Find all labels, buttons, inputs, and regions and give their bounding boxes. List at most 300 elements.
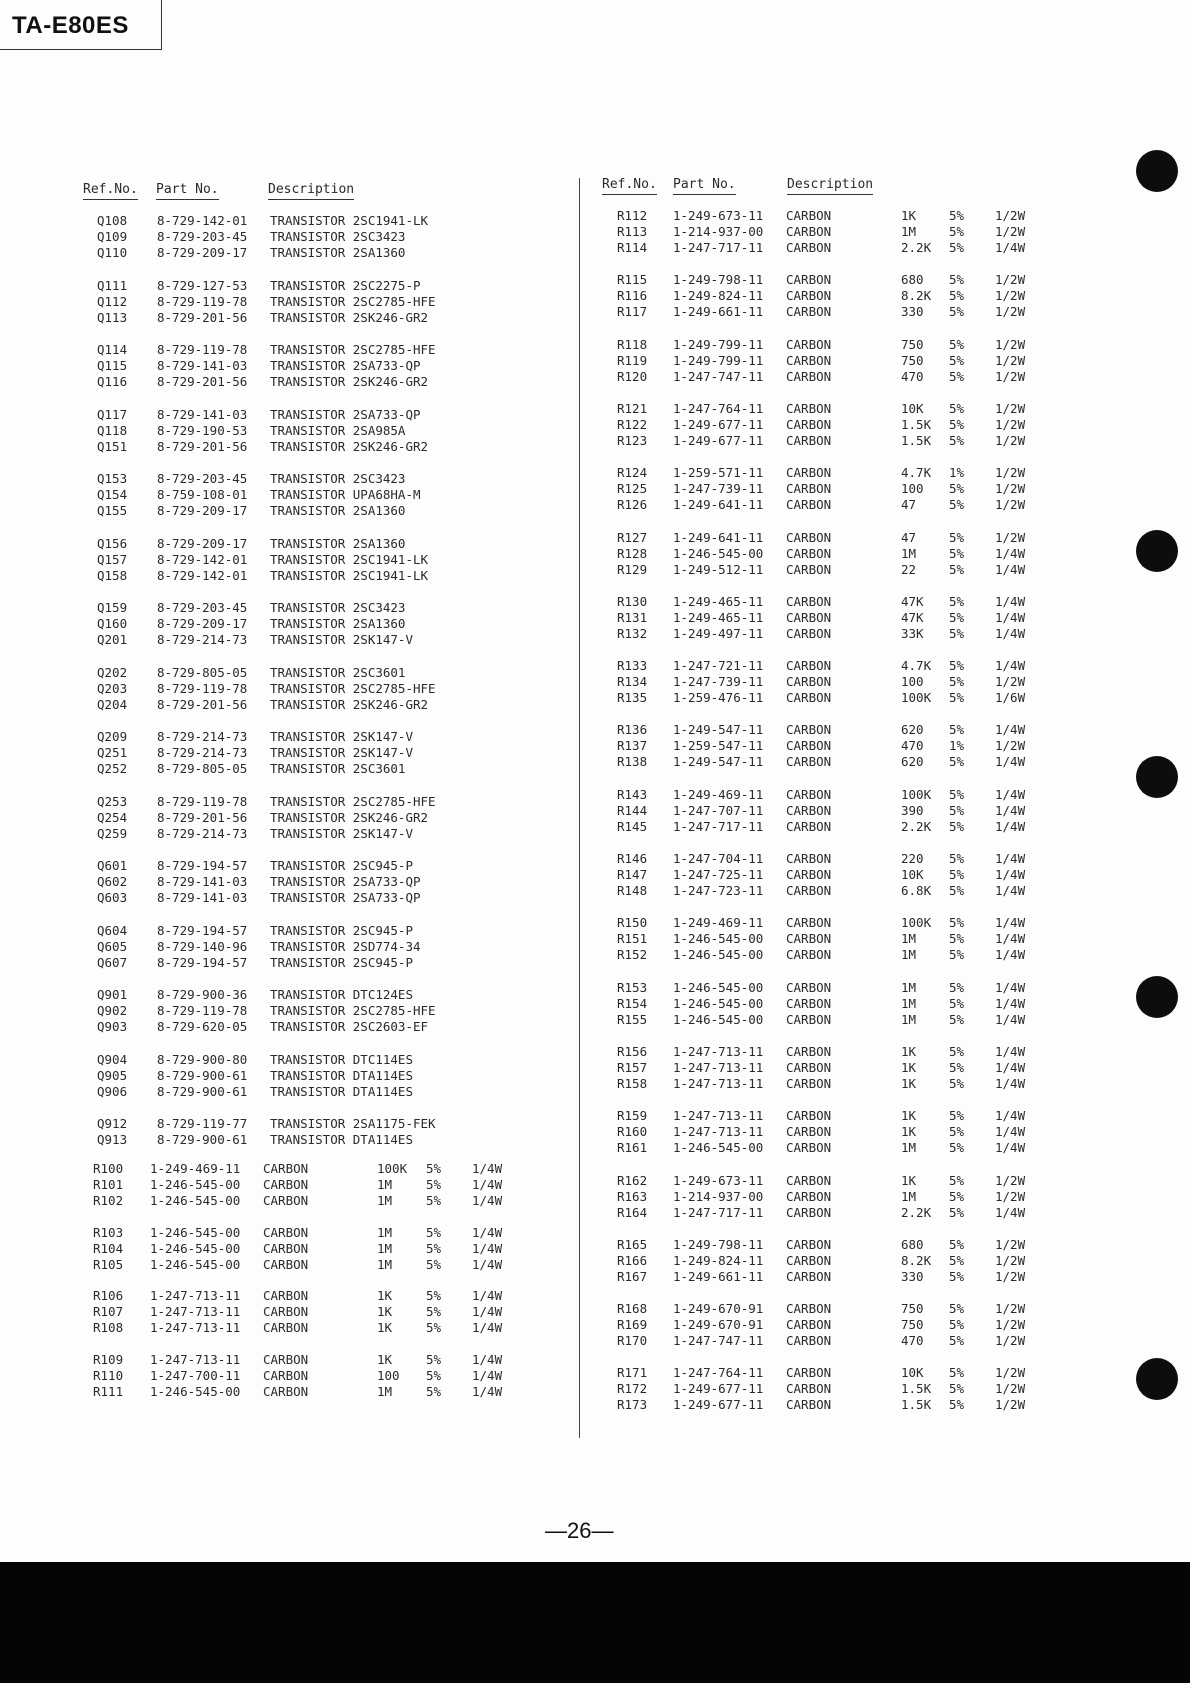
cell-part-no: 8-729-142-01	[157, 213, 248, 228]
cell-ref-no: Q115	[97, 358, 128, 373]
cell-ref-no: R156	[617, 1044, 648, 1059]
header-ref-no: Ref.No.	[602, 177, 657, 195]
cell-part-no: 1-249-512-11	[673, 562, 764, 577]
cell-part-no: 1-247-721-11	[673, 658, 764, 673]
cell-part-no: 8-729-201-56	[157, 439, 248, 454]
cell-description: CARBON	[263, 1241, 309, 1256]
cell-ref-no: R115	[617, 272, 648, 287]
cell-description: CARBON	[263, 1304, 309, 1319]
cell-tolerance: 5%	[949, 1269, 965, 1284]
cell-description: CARBON	[786, 1108, 832, 1123]
cell-description: CARBON	[786, 690, 832, 705]
cell-description: CARBON	[786, 1076, 832, 1091]
cell-value: 47	[901, 530, 917, 545]
cell-ref-no: Q603	[97, 890, 128, 905]
cell-description: CARBON	[786, 947, 832, 962]
cell-description: TRANSISTOR 2SC3423	[270, 229, 406, 244]
cell-description: CARBON	[786, 1317, 832, 1332]
cell-ref-no: R161	[617, 1140, 648, 1155]
cell-description: TRANSISTOR 2SA1175-FEK	[270, 1116, 436, 1131]
cell-ref-no: Q906	[97, 1084, 128, 1099]
cell-value: 390	[901, 803, 924, 818]
cell-tolerance: 5%	[949, 626, 965, 641]
cell-part-no: 8-729-119-78	[157, 294, 248, 309]
cell-ref-no: Q202	[97, 665, 128, 680]
table-row	[0, 658, 1130, 674]
cell-value: 10K	[901, 1365, 924, 1380]
cell-part-no: 1-249-641-11	[673, 530, 764, 545]
cell-part-no: 8-729-201-56	[157, 374, 248, 389]
table-row	[0, 353, 1130, 369]
cell-ref-no: R126	[617, 497, 648, 512]
cell-ref-no: R116	[617, 288, 648, 303]
cell-tolerance: 5%	[949, 530, 965, 545]
cell-tolerance: 5%	[949, 1317, 965, 1332]
cell-description: CARBON	[786, 980, 832, 995]
cell-part-no: 1-249-677-11	[673, 433, 764, 448]
cell-part-no: 1-249-661-11	[673, 1269, 764, 1284]
cell-part-no: 1-247-764-11	[673, 1365, 764, 1380]
cell-part-no: 1-246-545-00	[673, 947, 764, 962]
cell-part-no: 1-247-713-11	[150, 1288, 241, 1303]
cell-wattage: 1/4W	[995, 883, 1026, 898]
cell-description: TRANSISTOR 2SC3601	[270, 665, 406, 680]
table-row	[0, 1365, 1130, 1381]
cell-part-no: 1-247-700-11	[150, 1368, 241, 1383]
cell-wattage: 1/4W	[995, 1044, 1026, 1059]
cell-part-no: 1-249-670-91	[673, 1317, 764, 1332]
cell-value: 2.2K	[901, 1205, 932, 1220]
cell-description: TRANSISTOR 2SC2603-EF	[270, 1019, 429, 1034]
cell-ref-no: R133	[617, 658, 648, 673]
cell-description: CARBON	[263, 1177, 309, 1192]
cell-description: TRANSISTOR 2SC3423	[270, 471, 406, 486]
cell-wattage: 1/4W	[472, 1241, 503, 1256]
cell-wattage: 1/2W	[995, 433, 1026, 448]
cell-value: 620	[901, 754, 924, 769]
cell-description: CARBON	[786, 1140, 832, 1155]
cell-part-no: 8-729-900-36	[157, 987, 248, 1002]
cell-part-no: 1-247-739-11	[673, 481, 764, 496]
cell-ref-no: R153	[617, 980, 648, 995]
cell-description: CARBON	[786, 337, 832, 352]
table-row	[0, 1060, 1130, 1076]
cell-value: 4.7K	[901, 658, 932, 673]
cell-value: 1.5K	[901, 433, 932, 448]
cell-part-no: 1-249-547-11	[673, 722, 764, 737]
cell-tolerance: 1%	[949, 465, 965, 480]
cell-value: 100	[901, 674, 924, 689]
cell-ref-no: Q602	[97, 874, 128, 889]
cell-wattage: 1/4W	[472, 1384, 503, 1399]
cell-value: 1M	[901, 1140, 917, 1155]
cell-description: TRANSISTOR 2SC1941-LK	[270, 552, 429, 567]
table-row	[0, 1333, 1130, 1349]
cell-part-no: 1-246-545-00	[150, 1193, 241, 1208]
cell-ref-no: Q604	[97, 923, 128, 938]
table-row	[0, 1044, 1130, 1060]
cell-description: TRANSISTOR 2SC2785-HFE	[270, 342, 436, 357]
cell-description: CARBON	[786, 867, 832, 882]
table-row	[0, 754, 1130, 770]
cell-ref-no: Q118	[97, 423, 128, 438]
cell-description: CARBON	[786, 787, 832, 802]
cell-part-no: 8-729-141-03	[157, 358, 248, 373]
cell-part-no: 1-214-937-00	[673, 224, 764, 239]
cell-ref-no: R112	[617, 208, 648, 223]
cell-part-no: 1-247-725-11	[673, 867, 764, 882]
cell-tolerance: 5%	[949, 787, 965, 802]
table-row	[0, 947, 1130, 963]
cell-wattage: 1/4W	[995, 722, 1026, 737]
cell-value: 1M	[901, 1189, 917, 1204]
cell-ref-no: R106	[93, 1288, 124, 1303]
cell-part-no: 1-249-824-11	[673, 288, 764, 303]
cell-value: 1K	[377, 1320, 393, 1335]
cell-ref-no: R113	[617, 224, 648, 239]
cell-ref-no: Q116	[97, 374, 128, 389]
cell-description: CARBON	[786, 272, 832, 287]
cell-value: 1K	[901, 1108, 917, 1123]
cell-description: TRANSISTOR DTA114ES	[270, 1084, 413, 1099]
cell-wattage: 1/2W	[995, 1333, 1026, 1348]
cell-ref-no: R136	[617, 722, 648, 737]
cell-ref-no: R155	[617, 1012, 648, 1027]
cell-tolerance: 5%	[949, 337, 965, 352]
cell-description: CARBON	[786, 240, 832, 255]
cell-value: 47	[901, 497, 917, 512]
cell-part-no: 1-247-707-11	[673, 803, 764, 818]
cell-ref-no: R160	[617, 1124, 648, 1139]
cell-value: 1K	[377, 1288, 393, 1303]
cell-description: TRANSISTOR 2SK147-V	[270, 729, 413, 744]
cell-wattage: 1/2W	[995, 530, 1026, 545]
cell-description: TRANSISTOR 2SK246-GR2	[270, 697, 429, 712]
cell-part-no: 1-249-469-11	[150, 1161, 241, 1176]
cell-value: 2.2K	[901, 240, 932, 255]
cell-wattage: 1/2W	[995, 465, 1026, 480]
cell-value: 33K	[901, 626, 924, 641]
cell-ref-no: Q254	[97, 810, 128, 825]
cell-part-no: 1-249-469-11	[673, 915, 764, 930]
cell-part-no: 1-249-469-11	[673, 787, 764, 802]
cell-ref-no: R154	[617, 996, 648, 1011]
cell-part-no: 8-729-203-45	[157, 471, 248, 486]
cell-ref-no: Q112	[97, 294, 128, 309]
cell-part-no: 1-246-545-00	[150, 1177, 241, 1192]
cell-tolerance: 5%	[949, 401, 965, 416]
cell-tolerance: 5%	[949, 1189, 965, 1204]
cell-wattage: 1/4W	[995, 1060, 1026, 1075]
cell-description: CARBON	[786, 674, 832, 689]
cell-description: CARBON	[786, 658, 832, 673]
cell-wattage: 1/2W	[995, 1253, 1026, 1268]
cell-part-no: 8-729-127-53	[157, 278, 248, 293]
binder-hole-5	[1136, 1358, 1178, 1400]
cell-description: TRANSISTOR 2SC945-P	[270, 955, 413, 970]
cell-value: 1K	[901, 1124, 917, 1139]
cell-ref-no: R120	[617, 369, 648, 384]
cell-ref-no: Q253	[97, 794, 128, 809]
cell-part-no: 8-729-201-56	[157, 810, 248, 825]
cell-part-no: 8-729-203-45	[157, 600, 248, 615]
table-row	[0, 417, 1130, 433]
cell-wattage: 1/4W	[995, 562, 1026, 577]
cell-tolerance: 5%	[426, 1352, 442, 1367]
cell-tolerance: 5%	[426, 1320, 442, 1335]
cell-tolerance: 5%	[949, 1173, 965, 1188]
cell-ref-no: Q159	[97, 600, 128, 615]
cell-part-no: 1-259-547-11	[673, 738, 764, 753]
cell-ref-no: Q154	[97, 487, 128, 502]
cell-part-no: 8-729-214-73	[157, 745, 248, 760]
cell-tolerance: 5%	[949, 690, 965, 705]
table-row	[0, 1108, 1130, 1124]
cell-description: CARBON	[786, 304, 832, 319]
cell-value: 1K	[901, 1173, 917, 1188]
cell-description: CARBON	[263, 1257, 309, 1272]
cell-tolerance: 5%	[949, 1365, 965, 1380]
cell-ref-no: R105	[93, 1257, 124, 1272]
cell-description: CARBON	[786, 1237, 832, 1252]
cell-description: TRANSISTOR 2SC2785-HFE	[270, 294, 436, 309]
cell-wattage: 1/4W	[995, 867, 1026, 882]
cell-description: TRANSISTOR 2SC2785-HFE	[270, 1003, 436, 1018]
cell-wattage: 1/4W	[472, 1368, 503, 1383]
cell-description: CARBON	[786, 594, 832, 609]
cell-value: 330	[901, 1269, 924, 1284]
table-row	[0, 272, 1130, 288]
cell-part-no: 8-729-119-78	[157, 342, 248, 357]
cell-part-no: 1-249-824-11	[673, 1253, 764, 1268]
cell-description: TRANSISTOR 2SA733-QP	[270, 358, 421, 373]
cell-description: CARBON	[786, 546, 832, 561]
cell-description: CARBON	[786, 1012, 832, 1027]
table-row	[0, 931, 1130, 947]
table-row	[0, 1317, 1130, 1333]
cell-description: TRANSISTOR 2SC3601	[270, 761, 406, 776]
cell-part-no: 1-249-798-11	[673, 272, 764, 287]
cell-part-no: 1-247-713-11	[673, 1124, 764, 1139]
cell-description: CARBON	[786, 738, 832, 753]
header-description: Description	[787, 177, 873, 195]
table-row	[0, 594, 1130, 610]
cell-value: 1M	[901, 931, 917, 946]
binder-hole-4	[1136, 976, 1178, 1018]
cell-part-no: 1-259-571-11	[673, 465, 764, 480]
cell-description: TRANSISTOR DTA114ES	[270, 1068, 413, 1083]
cell-tolerance: 5%	[949, 1012, 965, 1027]
cell-wattage: 1/4W	[995, 1012, 1026, 1027]
cell-tolerance: 5%	[949, 481, 965, 496]
cell-description: CARBON	[786, 417, 832, 432]
cell-tolerance: 5%	[949, 369, 965, 384]
cell-ref-no: R144	[617, 803, 648, 818]
table-row	[0, 288, 1130, 304]
cell-wattage: 1/4W	[995, 1140, 1026, 1155]
cell-ref-no: Q912	[97, 1116, 128, 1131]
cell-ref-no: Q904	[97, 1052, 128, 1067]
cell-ref-no: R101	[93, 1177, 124, 1192]
cell-value: 1K	[901, 1076, 917, 1091]
cell-value: 100K	[901, 787, 932, 802]
cell-part-no: 1-247-713-11	[673, 1044, 764, 1059]
cell-ref-no: Q913	[97, 1132, 128, 1147]
cell-ref-no: Q110	[97, 245, 128, 260]
cell-part-no: 1-246-545-00	[673, 980, 764, 995]
table-row	[0, 1397, 1130, 1413]
cell-ref-no: R145	[617, 819, 648, 834]
cell-wattage: 1/4W	[472, 1193, 503, 1208]
table-row	[0, 337, 1130, 353]
cell-value: 750	[901, 337, 924, 352]
cell-part-no: 8-759-108-01	[157, 487, 248, 502]
cell-wattage: 1/4W	[995, 787, 1026, 802]
cell-description: TRANSISTOR 2SC945-P	[270, 923, 413, 938]
cell-description: TRANSISTOR DTC114ES	[270, 1052, 413, 1067]
cell-ref-no: R107	[93, 1304, 124, 1319]
cell-value: 47K	[901, 610, 924, 625]
table-row	[0, 626, 1130, 642]
cell-wattage: 1/4W	[995, 1205, 1026, 1220]
cell-description: TRANSISTOR 2SK147-V	[270, 745, 413, 760]
cell-ref-no: Q117	[97, 407, 128, 422]
cell-description: CARBON	[786, 1253, 832, 1268]
cell-description: CARBON	[786, 1365, 832, 1380]
cell-value: 1.5K	[901, 417, 932, 432]
cell-description: TRANSISTOR 2SK147-V	[270, 632, 413, 647]
cell-tolerance: 5%	[949, 1397, 965, 1412]
cell-part-no: 1-247-739-11	[673, 674, 764, 689]
table-row	[0, 1205, 1130, 1221]
cell-wattage: 1/2W	[995, 497, 1026, 512]
cell-part-no: 1-249-547-11	[673, 754, 764, 769]
cell-wattage: 1/2W	[995, 337, 1026, 352]
cell-description: CARBON	[263, 1384, 309, 1399]
cell-ref-no: Q111	[97, 278, 128, 293]
cell-ref-no: R159	[617, 1108, 648, 1123]
cell-ref-no: R118	[617, 337, 648, 352]
cell-wattage: 1/4W	[472, 1352, 503, 1367]
table-row	[0, 1173, 1130, 1189]
cell-description: TRANSISTOR 2SA733-QP	[270, 407, 421, 422]
cell-ref-no: R114	[617, 240, 648, 255]
cell-wattage: 1/4W	[995, 980, 1026, 995]
cell-part-no: 8-729-142-01	[157, 552, 248, 567]
cell-value: 100K	[901, 690, 932, 705]
cell-part-no: 1-247-747-11	[673, 1333, 764, 1348]
cell-description: TRANSISTOR 2SC3423	[270, 600, 406, 615]
cell-ref-no: R129	[617, 562, 648, 577]
cell-description: TRANSISTOR DTA114ES	[270, 1132, 413, 1147]
cell-tolerance: 5%	[949, 883, 965, 898]
cell-tolerance: 5%	[949, 996, 965, 1011]
cell-part-no: 8-729-805-05	[157, 761, 248, 776]
cell-description: CARBON	[786, 626, 832, 641]
cell-tolerance: 5%	[949, 851, 965, 866]
cell-description: CARBON	[786, 369, 832, 384]
table-row	[0, 915, 1130, 931]
cell-tolerance: 5%	[949, 1237, 965, 1252]
cell-part-no: 8-729-119-78	[157, 681, 248, 696]
scan-bottom-band	[0, 1562, 1190, 1683]
cell-ref-no: R123	[617, 433, 648, 448]
cell-tolerance: 5%	[949, 1076, 965, 1091]
cell-value: 1.5K	[901, 1397, 932, 1412]
cell-part-no: 8-729-214-73	[157, 632, 248, 647]
cell-ref-no: R146	[617, 851, 648, 866]
cell-ref-no: R167	[617, 1269, 648, 1284]
cell-description: CARBON	[786, 851, 832, 866]
cell-ref-no: Q203	[97, 681, 128, 696]
cell-ref-no: R121	[617, 401, 648, 416]
cell-wattage: 1/2W	[995, 288, 1026, 303]
cell-tolerance: 5%	[949, 224, 965, 239]
cell-part-no: 1-246-545-00	[150, 1384, 241, 1399]
cell-ref-no: R164	[617, 1205, 648, 1220]
cell-description: CARBON	[786, 353, 832, 368]
cell-value: 620	[901, 722, 924, 737]
cell-description: CARBON	[786, 915, 832, 930]
cell-value: 100K	[901, 915, 932, 930]
cell-part-no: 1-249-497-11	[673, 626, 764, 641]
cell-description: CARBON	[786, 883, 832, 898]
cell-part-no: 1-247-713-11	[150, 1304, 241, 1319]
cell-wattage: 1/2W	[995, 674, 1026, 689]
cell-ref-no: R137	[617, 738, 648, 753]
cell-ref-no: Q109	[97, 229, 128, 244]
cell-tolerance: 5%	[426, 1384, 442, 1399]
cell-value: 1M	[901, 980, 917, 995]
cell-value: 4.7K	[901, 465, 932, 480]
cell-description: TRANSISTOR UPA68HA-M	[270, 487, 421, 502]
cell-wattage: 1/2W	[995, 1365, 1026, 1380]
cell-part-no: 8-729-194-57	[157, 955, 248, 970]
cell-part-no: 1-249-799-11	[673, 353, 764, 368]
cell-wattage: 1/4W	[995, 947, 1026, 962]
cell-ref-no: R162	[617, 1173, 648, 1188]
cell-description: CARBON	[786, 1333, 832, 1348]
cell-tolerance: 5%	[949, 497, 965, 512]
cell-value: 1M	[377, 1177, 393, 1192]
table-row	[0, 562, 1130, 578]
cell-value: 100	[377, 1368, 400, 1383]
cell-tolerance: 5%	[949, 304, 965, 319]
table-row	[0, 867, 1130, 883]
cell-part-no: 8-729-214-73	[157, 826, 248, 841]
cell-wattage: 1/2W	[995, 224, 1026, 239]
cell-ref-no: R128	[617, 546, 648, 561]
cell-description: TRANSISTOR 2SA733-QP	[270, 874, 421, 889]
cell-description: CARBON	[263, 1288, 309, 1303]
cell-wattage: 1/2W	[995, 1173, 1026, 1188]
table-row	[0, 674, 1130, 690]
cell-ref-no: Q209	[97, 729, 128, 744]
cell-wattage: 1/4W	[472, 1304, 503, 1319]
cell-wattage: 1/2W	[995, 1269, 1026, 1284]
cell-description: TRANSISTOR 2SA733-QP	[270, 890, 421, 905]
cell-tolerance: 5%	[949, 915, 965, 930]
cell-value: 1M	[901, 947, 917, 962]
cell-description: CARBON	[786, 401, 832, 416]
table-row	[0, 369, 1130, 385]
cell-value: 100K	[377, 1161, 408, 1176]
cell-ref-no: Q151	[97, 439, 128, 454]
cell-description: CARBON	[786, 803, 832, 818]
cell-wattage: 1/2W	[995, 401, 1026, 416]
cell-part-no: 8-729-119-77	[157, 1116, 248, 1131]
cell-ref-no: Q605	[97, 939, 128, 954]
